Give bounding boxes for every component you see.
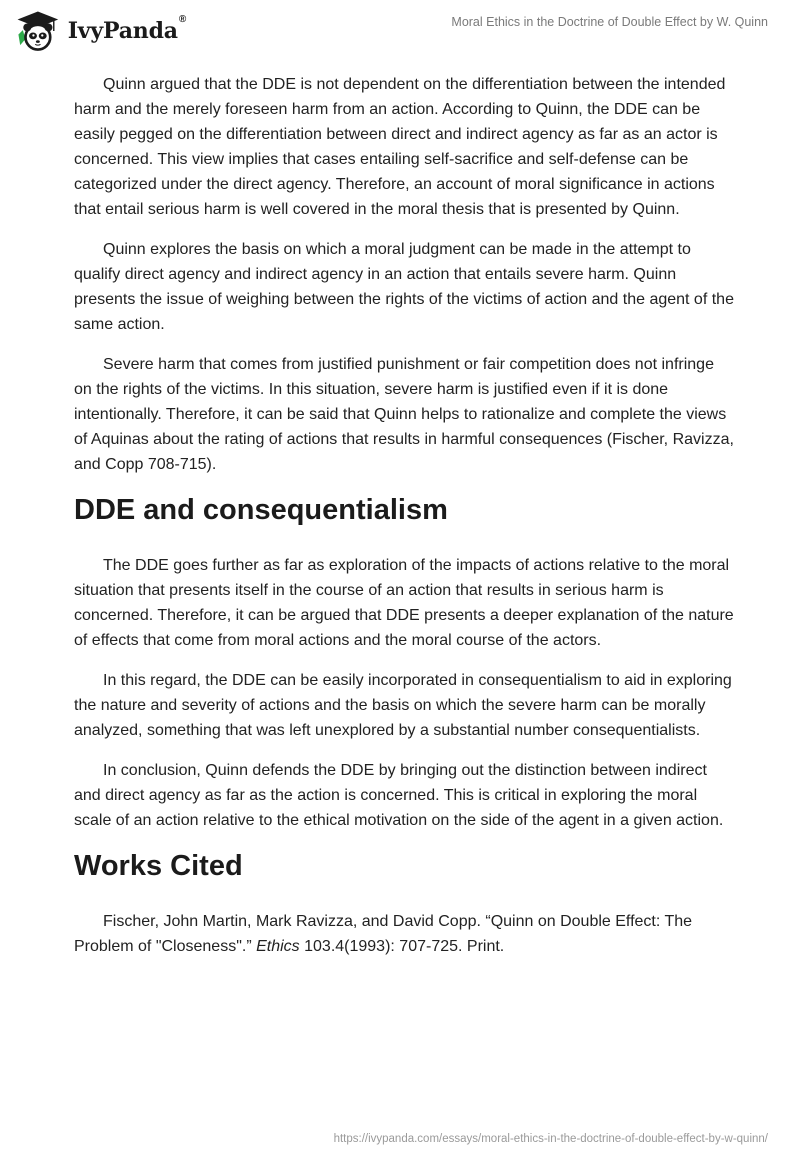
- citation-details: 103.4(1993): 707-725. Print.: [299, 938, 505, 955]
- brand-name: IvyPanda®: [67, 14, 186, 44]
- essay-content: [74, 72, 734, 974]
- citation-text: Fischer, John Martin, Mark Ravizza, and David Copp. “Quinn on Double Effect: The Problem of "Closeness".”: [74, 913, 693, 955]
- section-heading-works-cited: Works Cited: [74, 850, 243, 882]
- panda-graduate-icon: [14, 7, 62, 55]
- document-title: Moral Ethics in the Doctrine of Double Effect by W. Quinn: [451, 15, 768, 29]
- paragraph: In this regard, the DDE can be easily incorporated in consequentialism to aid in exploring the nature and severity of actions and the basis on which the severe harm can be morally analyzed, something that was left unexplored by a substantial number consequentialists.: [74, 672, 732, 739]
- paragraph: In conclusion, Quinn defends the DDE by bringing out the distinction between indirect and direct agency as far as the action is concerned. This is critical in exploring the moral scale of an action relative to the ethical motivation on the side of the agent in a given action.: [74, 762, 724, 829]
- section-heading-dde-consequentialism: DDE and consequentialism: [74, 494, 448, 526]
- citation-journal: Ethics: [256, 938, 300, 955]
- registered-mark: ®: [178, 14, 186, 25]
- paragraph: Quinn explores the basis on which a moral judgment can be made in the attempt to qualify direct agency and indirect agency in an action that entails severe harm. Quinn presents the issue of weighing between the rights of the victims of action and the agent of the same action.: [74, 241, 734, 333]
- paragraph: Severe harm that comes from justified punishment or fair competition does not infringe on the rights of the victims. In this situation, severe harm is justified even if it is done intentionally. Therefore, it can be said that Quinn helps to rationalize and complete the views of Aquinas about the rating of actions that results in harmful consequences (Fischer, Ravizza, and Copp 708-715).: [74, 356, 734, 473]
- ivypanda-logo[interactable]: [14, 7, 186, 55]
- source-url[interactable]: https://ivypanda.com/essays/moral-ethics-in-the-doctrine-of-double-effect-by-w-quinn/: [333, 1133, 768, 1145]
- page-header: [0, 0, 800, 64]
- paragraph: Quinn argued that the DDE is not dependent on the differentiation between the intended harm and the merely foreseen harm from an action. According to Quinn, the DDE can be easily pegged on the differentiation between direct and indirect agency as far as an actor is concerned. This view implies that cases entailing self-sacrifice and self-defense can be categorized under the direct agency. Therefore, an account of moral significance in actions that entail serious harm is well covered in the moral thesis that is presented by Quinn.: [74, 76, 726, 218]
- citation-entry: [74, 909, 734, 959]
- paragraph: The DDE goes further as far as exploration of the impacts of actions relative to the moral situation that presents itself in the course of an action that results in serious harm is concerned. Therefore, it can be argued that DDE presents a deeper explanation of the nature of effects that come from moral actions and the moral course of the actors.: [74, 557, 734, 649]
